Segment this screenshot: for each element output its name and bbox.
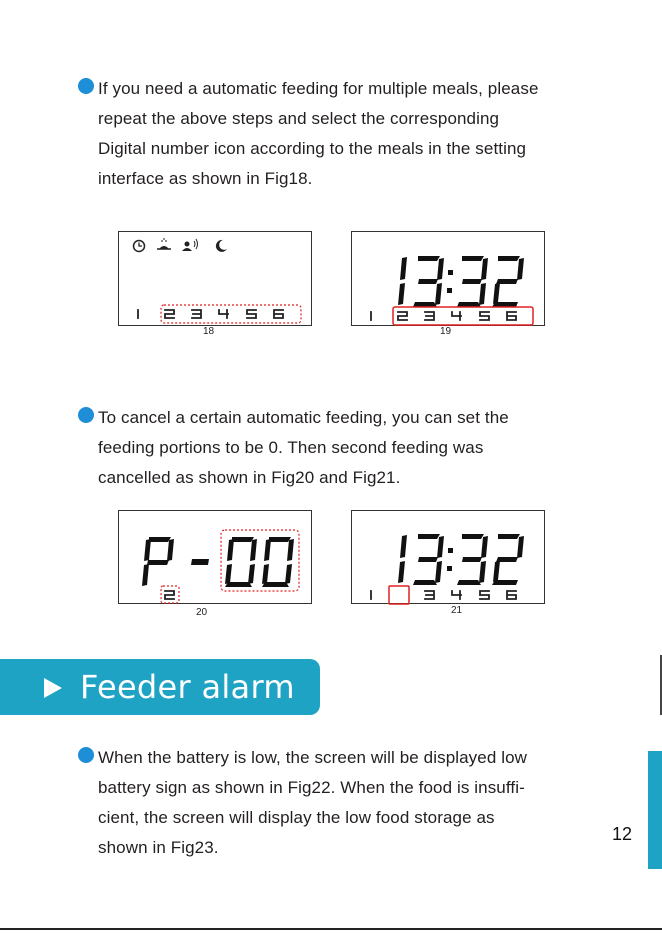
text-line: cient, the screen will display the low food storage as bbox=[98, 808, 495, 827]
bullet-icon bbox=[78, 407, 94, 423]
figure-label-18: 18 bbox=[203, 326, 215, 337]
text-line: cancelled as shown in Fig20 and Fig21. bbox=[98, 468, 401, 487]
text-line: shown in Fig23. bbox=[98, 838, 219, 857]
bowl-icon bbox=[157, 238, 171, 249]
section-title: Feeder alarm bbox=[80, 668, 295, 706]
bullet-icon bbox=[78, 747, 94, 763]
lcd-fig21 bbox=[351, 510, 545, 604]
figure-label-21: 21 bbox=[451, 605, 463, 616]
clock-time-display bbox=[398, 534, 524, 585]
paragraph-cancel-feeding bbox=[78, 403, 618, 493]
footer-rule bbox=[0, 928, 662, 930]
play-triangle-icon bbox=[44, 678, 62, 698]
page-number: 12 bbox=[612, 824, 633, 844]
lcd-fig20 bbox=[118, 510, 312, 604]
side-tab-marker bbox=[648, 751, 662, 869]
moon-icon bbox=[216, 240, 227, 252]
clock-time-display bbox=[398, 256, 524, 307]
paragraph-multiple-meals bbox=[78, 74, 618, 194]
voice-icon bbox=[182, 239, 198, 251]
figure-label-20: 20 bbox=[196, 607, 208, 618]
clock-icon bbox=[134, 241, 145, 252]
bullet-icon bbox=[78, 78, 94, 94]
text-line: When the battery is low, the screen will be displayed low bbox=[98, 748, 528, 767]
paragraph-alarm bbox=[78, 743, 618, 863]
lcd-fig19 bbox=[351, 231, 545, 326]
text-line: battery sign as shown in Fig22. When the food is insuffi- bbox=[98, 778, 525, 797]
text-line: If you need a automatic feeding for multiple meals, please bbox=[98, 79, 539, 98]
figure-label-19: 19 bbox=[440, 326, 452, 337]
text-line: Digital number icon according to the meals in the setting bbox=[98, 139, 527, 158]
text-line: interface as shown in Fig18. bbox=[98, 169, 313, 188]
text-line: repeat the above steps and select the corresponding bbox=[98, 109, 500, 128]
lcd-fig18 bbox=[118, 231, 312, 326]
text-line: feeding portions to be 0. Then second feeding was bbox=[98, 438, 484, 457]
text-line: To cancel a certain automatic feeding, you can set the bbox=[98, 408, 509, 427]
section-banner bbox=[0, 659, 320, 715]
p-00-display bbox=[142, 537, 294, 587]
